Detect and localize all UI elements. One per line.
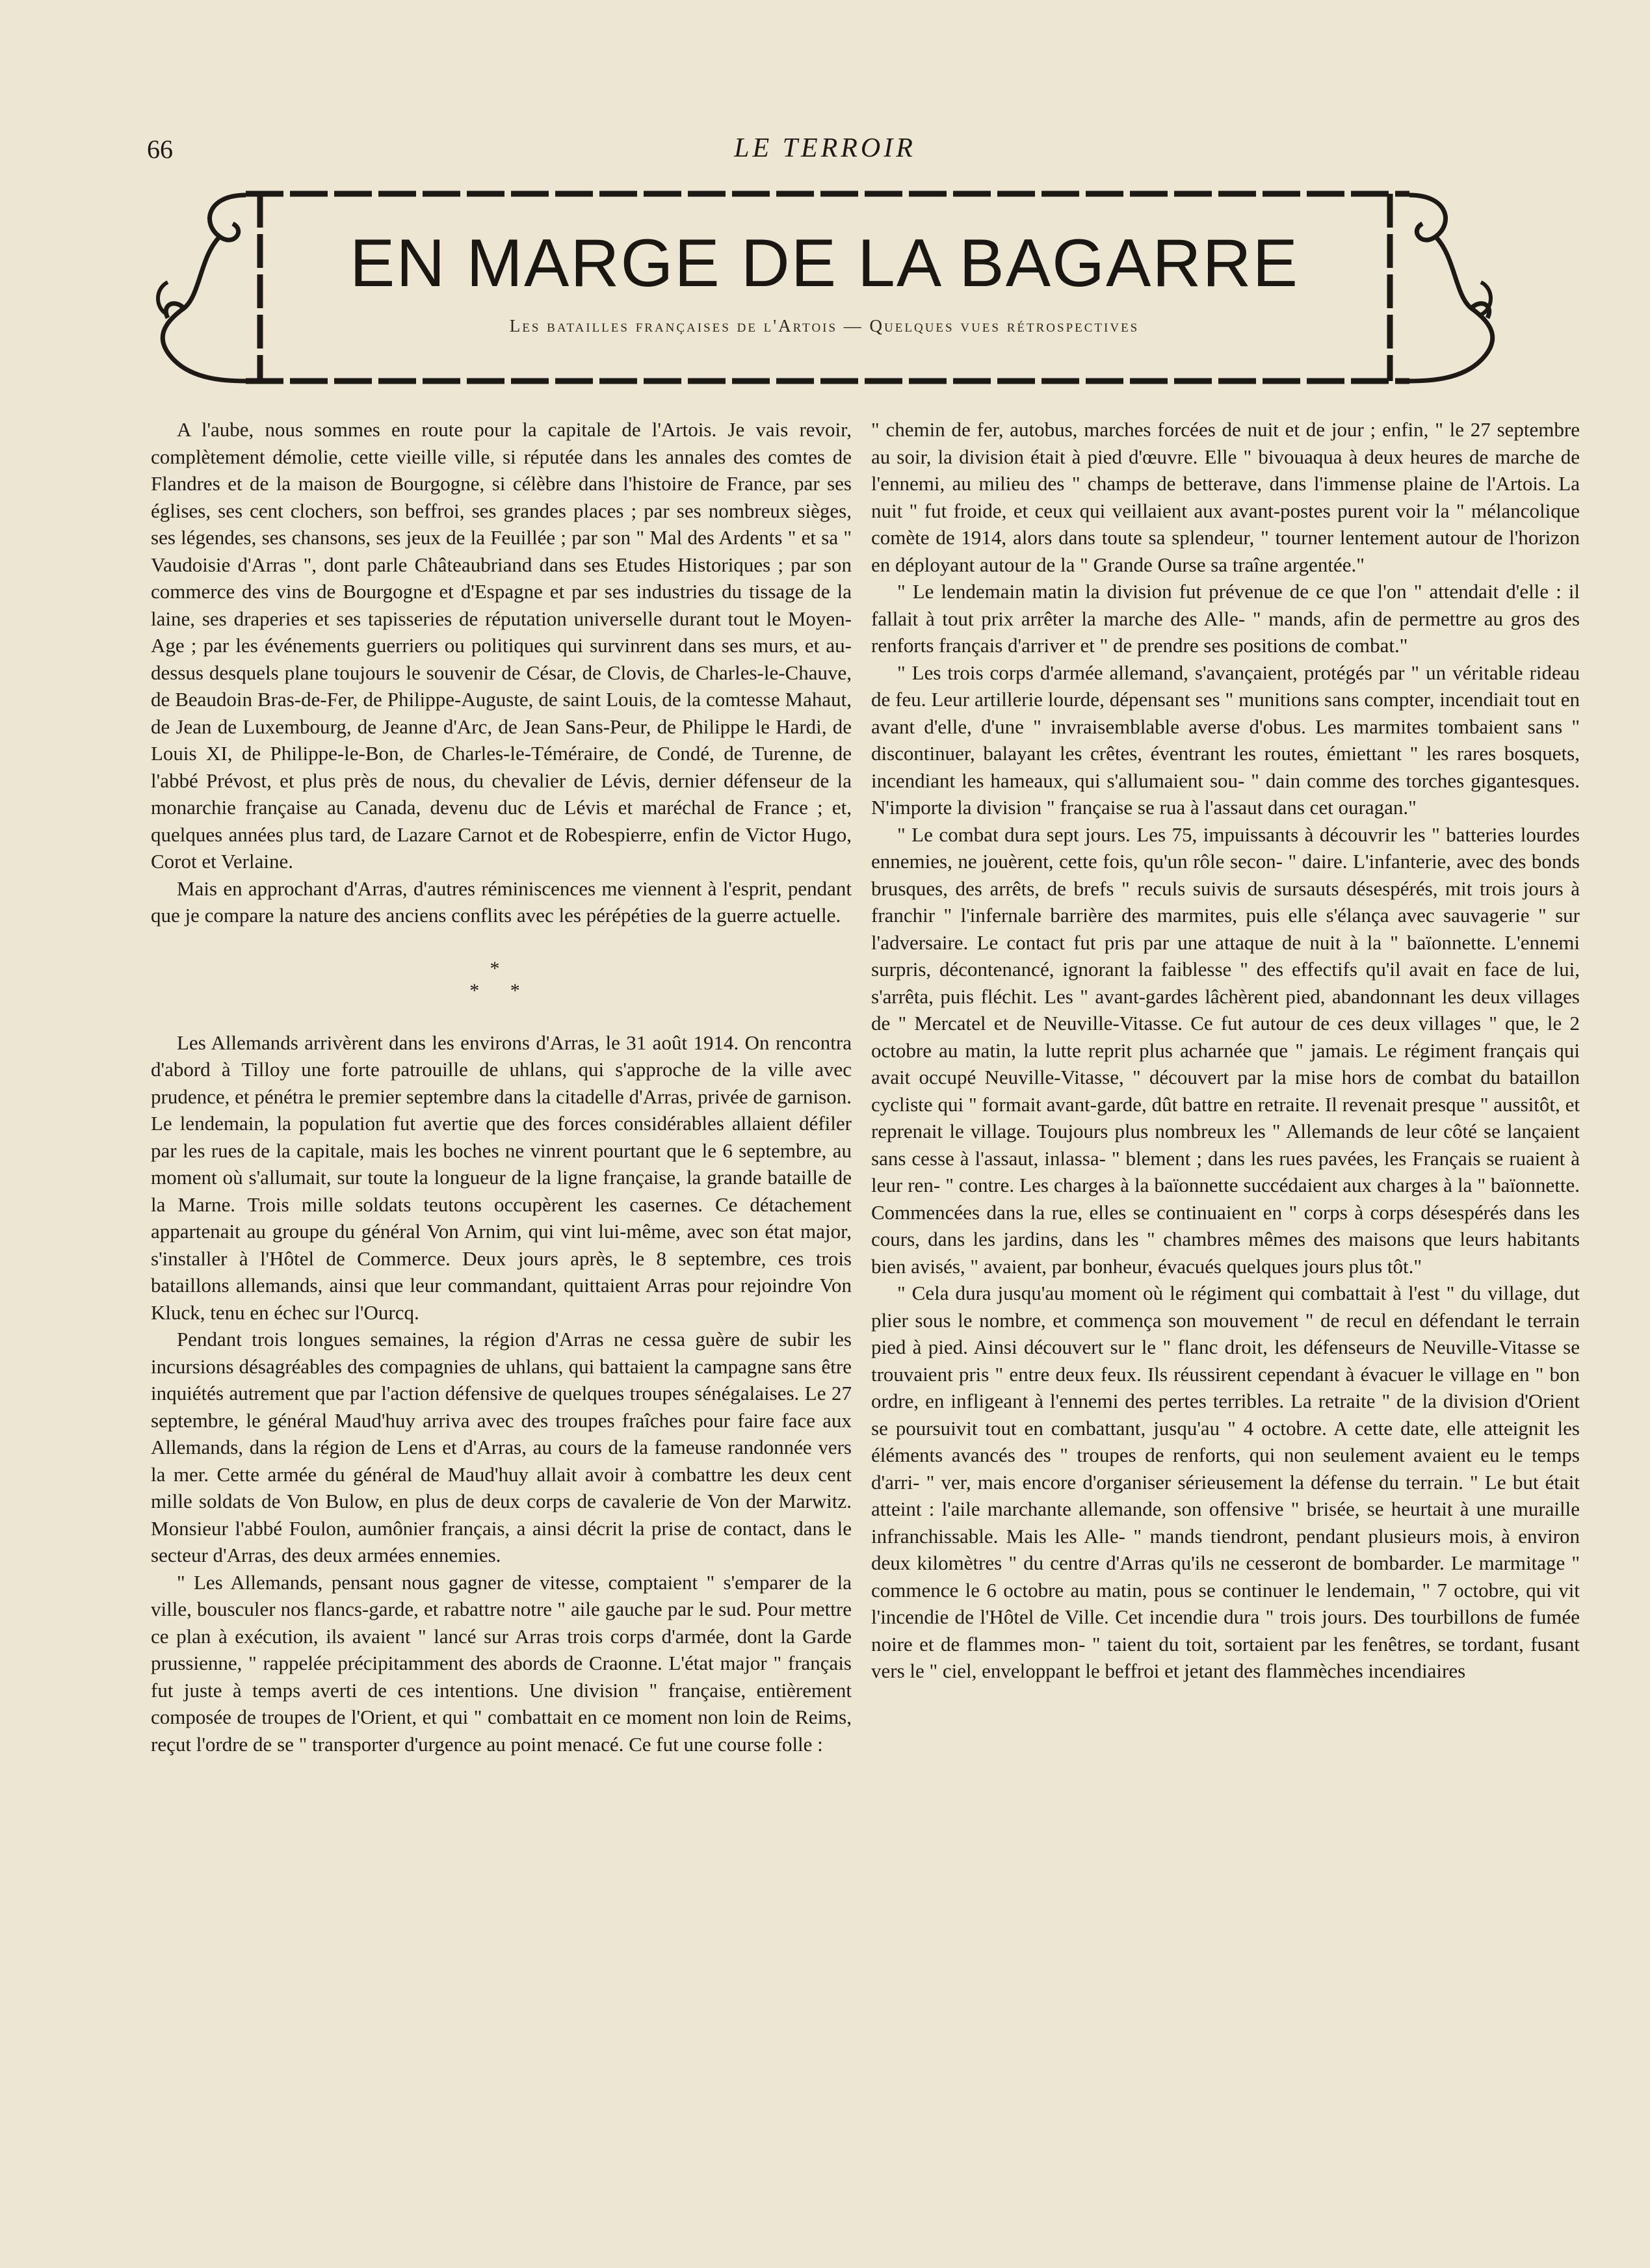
section-break — [151, 958, 852, 1002]
right-column — [871, 416, 1580, 1685]
quoted-paragraph: " chemin de fer, autobus, marches forcées de nuit et de jour ; enfin, " le 27 septembre au soir, la division était à pied d'œuvre. Elle " bivouaqua à deux heures de marche de l'ennemi, au milieu des " champs de betterave, dans l'immense plaine de l'Artois. La nuit " fut froide, et ceux qui veillaient aux avant-postes purent voir la " mélancolique comète de 1914, alors dans toute sa splendeur, " tourner lentement autour de l'horizon en déployant autour de la " Grande Ourse sa traîne argentée." — [871, 418, 1580, 576]
quoted-paragraph: " Les trois corps d'armée allemand, s'avançaient, protégés par " un véritable rideau de feu. Leur artillerie lourde, dépensant ses " munitions sans compter, incendiait tout en avant d'elle, d'une " invraisemblable averse d'obus. Les marmites tombaient sans " discontinuer, balayant les crêtes, éventrant les routes, émiettant " les rares bosquets, incendiant les hameaux, qui s'allumaient sou- " dain comme des torches gigantesques. N'importe la division " française se rua à l'assaut dans cet ouragan." — [871, 661, 1580, 819]
article-subtitle: Les batailles françaises de l'Artois — Quelques vues rétrospectives — [509, 316, 1140, 336]
paragraph: Les Allemands arrivèrent dans les environs d'Arras, le 31 août 1914. On rencontra d'abord à Tilloy une forte patrouille de uhlans, qui s'approche de la ville avec prudence, et pénétra le premier septembre dans la citadelle d'Arras, privée de garnison. Le lendemain, la population fut avertie que des forces considérables allaient défiler par les rues de la capitale, mais les boches ne vinrent pourtant que le 6 septembre, au moment où s'allumait, sur toute la longueur de la ligne française, la grande bataille de la Marne. Trois mille soldats teutons occupèrent les casernes. Ce détachement appartenait au groupe du général Von Arnim, qui vint lui-même, avec son état major, s'installer à l'Hôtel de Commerce. Deux jours après, le 8 septembre, ces trois bataillons allemands, ainsi que leur commandant, quittaient Arras pour rejoindre Von Kluck, tenu en échec sur l'Ourcq. — [151, 1031, 852, 1324]
quoted-paragraph: " Cela dura jusqu'au moment où le régiment qui combattait à l'est " du village, dut plier sous le nombre, et commença son mouvement " de recul en défendant le terrain pied à pied. Ainsi découvert sur le " flanc droit, les défenseurs de Neuville-Vitasse se trouvaient pris " entre deux feux. Ils réussirent cependant à évacuer le village en " bon ordre, en infligeant à l'ennemi des pertes terribles. La retraite " de la division d'Orient se poursuivit tout en combattant, jusqu'au " 4 octobre. A cette date, elle atteignit les éléments avancés des " troupes de renforts, qui non seulement avaient eu le temps d'arri- " ver, mais encore d'organiser sérieusement la défense du terrain. " Le but était atteint : l'aile marchante allemande, son offensive " brisée, se heurtait à une muraille infranchissable. Mais les Alle- " mands tiendront, pendant plusieurs mois, à environ deux kilomètres " du centre d'Arras qu'ils ne cesseront de bombarder. Le marmitage " commence le 6 octobre au matin, pous se continuer le lendemain, " 7 octobre, qui vit l'incendie de l'Hôtel de Ville. Cet incendie dura " trois jours. Des tourbillons de fumée noire et de flammes mon- " taient du toit, sortaient par les fenêtres, se tordant, fusant vers le " ciel, enveloppant le beffroi et jetant des flammèches incendiaires — [871, 1282, 1580, 1682]
page-number: 66 — [147, 135, 173, 164]
quoted-paragraph: " Le combat dura sept jours. Les 75, impuissants à découvrir les " batteries lourdes ennemies, ne jouèrent, cette fois, qu'un rôle secon- " daire. L'infanterie, avec des bonds brusques, des arrêts, de brefs " reculs suivis de sursauts désespérés, mit trois jours à franchir " l'infernale barrière des marmites, puis elle s'élança avec sauvagerie " sur l'adversaire. Le contact fut pris par une attaque de nuit à la " baïonnette. L'ennemi surpris, décontenancé, ignorant la faiblesse " des effectifs qu'il avait en face de lui, s'arrêta, puis fléchit. Les " avant-gardes lâchèrent pied, abandonnant les deux villages de " Mercatel et de Neuville-Vitasse. Ce fut autour de ces deux villages " que, le 2 octobre au matin, la lutte reprit plus acharnée que " jamais. Le régiment français qui avait occupé Neuville-Vitasse, " découvert par la mise hors de combat du bataillon cycliste qui " formait avant-garde, dût battre en retraite. Il revenait presque " aussitôt, et reprenait le village. Toujours plus nombreux les " Allemands de leur côté se lançaient sans cesse à l'assaut, inlassa- " blement ; dans les rues pavées, les Français se ruaient à leur ren- " contre. Les charges à la baïonnette succédaient aux charges à la " baïonnette. Commencées dans la rue, elles se continuaient en " corps à corps désespérés dans les cours, dans les jardins, dans les " chambres mêmes des maisons que leurs habitants bien avisés, " avaient, par bonheur, évacués quelques jours plus tôt." — [871, 823, 1580, 1278]
left-column — [151, 416, 852, 1758]
paragraph: Mais en approchant d'Arras, d'autres réminiscences me viennent à l'esprit, pendant que je compare la nature des anciens conflits avec les pérépéties de la guerre actuelle. — [151, 877, 852, 927]
asterisk-top: * — [490, 957, 513, 979]
article-title: EN MARGE DE LA BAGARRE — [350, 226, 1299, 301]
paragraph: A l'aube, nous sommes en route pour la capitale de l'Artois. Je vais revoir, complètement démolie, cette vieille ville, si réputée dans les annales des comtes de Flandres et de la maison de Bourgogne, si célèbre dans l'histoire de France, par ses églises, ses cent clochers, son beffroi, ses grandes places ; par ses nombreux sièges, ses légendes, ses chansons, ses jeux de la Feuillée ; par son " Mal des Ardents " et sa " Vaudoisie d'Arras ", dont parle Châteaubriand dans ses Etudes Historiques ; par son commerce des vins de Bourgogne et d'Espagne et par ses industries du tissage de la laine, ses draperies et ses tapisseries de réputation universelle durant tout le Moyen-Age ; par les événements guerriers ou politiques qui survinrent dans ses murs, et au-dessus desquels plane toujours le souvenir de César, de Clovis, de Charles-le-Chauve, de Beaudoin Bras-de-Fer, de Philippe-Auguste, de saint Louis, de la comtesse Mahaut, de Jean de Luxembourg, de Jeanne d'Arc, de Jean Sans-Peur, de Philippe le Hardi, de Louis XI, de Philippe-le-Bon, de Charles-le-Téméraire, de Condé, de Turenne, de l'abbé Prévost, et plus près de nous, du chevalier de Lévis, dernier défenseur de la monarchie française au Canada, devenu duc de Lévis et maréchal de France ; et, quelques années plus tard, de Lazare Carnot et de Robespierre, enfin de Victor Hugo, Corot et Verlaine. — [151, 418, 852, 873]
paragraph: Pendant trois longues semaines, la région d'Arras ne cessa guère de subir les incursions désagréables des compagnies de uhlans, qui battaient la campagne sans être inquiétés autrement que par l'action défensive de quelques troupes sénégalaises. Le 27 septembre, le général Maud'huy arriva avec des troupes fraîches pour faire face aux Allemands, dans la région de Lens et d'Arras, au cours de la fameuse randonnée vers la mer. Cette armée du général de Maud'huy allait avoir à combattre les deux cent mille soldats de Von Bulow, en plus de deux corps de cavalerie de Von der Marwitz. Monsieur l'abbé Foulon, aumônier français, a ainsi décrit la prise de contact, dans le secteur d'Arras, des deux armées ennemies. — [151, 1328, 852, 1566]
running-head: LE TERROIR — [734, 133, 916, 163]
quoted-paragraph: " Les Allemands, pensant nous gagner de vitesse, comptaient " s'emparer de la ville, bousculer nos flancs-garde, et rabattre notre " aile gauche par le sud. Pour mettre ce plan à exécution, ils avaient " lancé sur Arras trois corps d'armée, dont la Garde prussienne, " rappelée précipitamment des abords de Craonne. L'état major " français fut juste à temps averti de ces intentions. Une division " française, entièrement composée de troupes de l'Orient, et qui " combattait en ce moment non loin de Reims, reçut l'ordre de se " transporter d'urgence au point menacé. Ce fut une course folle : — [151, 1570, 852, 1756]
title-frame — [148, 185, 1500, 390]
quoted-paragraph: " Le lendemain matin la division fut prévenue de ce que l'on " attendait d'elle : il fallait à tout prix arrêter la marche des Alle- " mands, afin de permettre au gros des renforts français d'arriver et " de prendre ses positions de combat." — [871, 580, 1580, 657]
asterisk-bottom: * * — [469, 979, 533, 1001]
